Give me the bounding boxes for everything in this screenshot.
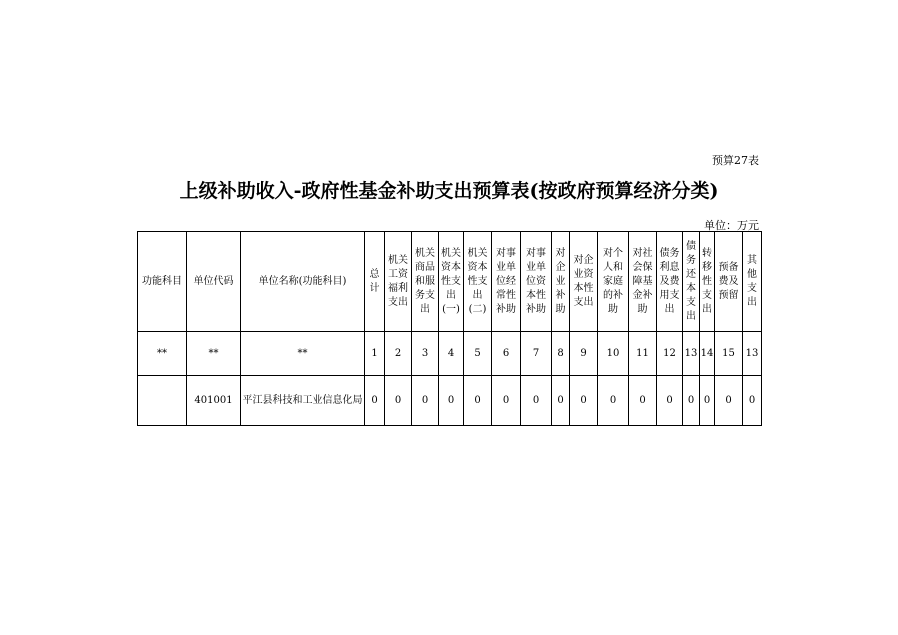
column-header-line: 补助 [526,303,546,315]
column-header-line: 资本 [441,261,461,273]
column-header-line: 补助 [496,303,516,315]
column-header-line: 性 [702,275,712,287]
column-header [138,232,187,332]
index-cell: 14 [700,332,715,376]
column-header [492,232,521,332]
column-header-line: 出 [747,296,757,308]
table-cell: 0 [412,376,439,426]
column-header-line: 出 [664,303,675,315]
column-header-line: 业 [555,275,566,287]
table-cell: 0 [439,376,464,426]
column-header-line: 对事 [526,247,546,259]
column-header-line: 的补 [603,289,623,301]
column-header-line: 债 [686,240,696,252]
column-header-line: 还 [686,268,696,280]
header-row [138,232,762,332]
column-header-line: 总 [369,268,380,280]
column-header [657,232,683,332]
column-header-line: 机关 [415,247,435,259]
index-cell: 10 [598,332,629,376]
column-header-line: 机关 [388,254,408,266]
column-header-line: (二) [468,303,487,315]
column-header [629,232,657,332]
column-header-line: 对企 [573,254,594,266]
column-header-line: 位经 [496,275,516,287]
index-cell: 7 [521,332,552,376]
index-row [138,332,762,376]
column-header [552,232,570,332]
table-cell: 0 [743,376,762,426]
column-header-line: 用支 [659,289,680,301]
index-cell: 8 [552,332,570,376]
column-header-line: 对社 [632,247,653,259]
column-header-line: 单位名称(功能科目) [258,275,347,287]
index-cell: 2 [385,332,412,376]
column-header-line: 费及 [718,275,739,287]
index-cell: 15 [715,332,743,376]
form-number: 预算27表 [712,154,759,167]
column-header-line: 移 [702,261,712,273]
column-header-line: 支 [702,289,712,301]
index-cell: ** [241,332,365,376]
column-header-line: 计 [369,282,380,294]
column-header-line: 机关 [467,247,488,259]
column-header-line: 机关 [441,247,461,259]
column-header-line: 本性 [573,282,594,294]
column-header [187,232,241,332]
column-header-line: 支 [747,282,757,294]
column-header-line: 性支 [467,275,488,287]
column-header [412,232,439,332]
table-cell: 401001 [187,376,241,426]
column-header [570,232,598,332]
index-cell: 1 [365,332,385,376]
index-cell: ** [138,332,187,376]
column-header [521,232,552,332]
column-header-line: 业资 [573,268,594,280]
page-title: 上级补助收入-政府性基金补助支出预算表(按政府预算经济分类) [179,180,719,202]
column-header-line: 助 [637,303,648,315]
column-header-line: 障基 [632,275,653,287]
column-header-line: 预留 [718,289,739,301]
column-header-line: 会保 [632,261,653,273]
column-header-line: 预备 [718,261,739,273]
table-cell: 0 [521,376,552,426]
column-header [743,232,762,332]
column-header-line: 工资 [388,268,408,280]
table-row [138,376,762,426]
table-cell: 0 [683,376,700,426]
column-header-line: 利息 [659,261,680,273]
table-cell [138,376,187,426]
index-cell: 9 [570,332,598,376]
column-header-line: 对 [555,247,566,259]
column-header-line: 他 [747,268,757,280]
column-header-line: 务 [686,254,696,266]
table-cell: 0 [365,376,385,426]
table-body [138,232,762,426]
column-header-line: 常性 [496,289,516,301]
column-header [241,232,365,332]
column-header-line: 支出 [388,296,408,308]
column-header [464,232,492,332]
column-header [598,232,629,332]
column-header-line: 商品 [415,261,435,273]
column-header-line: 资本 [467,261,488,273]
table-cell: 0 [657,376,683,426]
column-header-line: 位资 [526,275,546,287]
column-header-line: 转 [702,247,712,259]
column-header-line: 性支 [441,275,461,287]
column-header-line: 助 [555,303,566,315]
column-header-line: 本 [686,282,696,294]
column-header-line: 和服 [415,275,435,287]
column-header [683,232,700,332]
budget-table [137,231,762,426]
index-cell: 5 [464,332,492,376]
column-header-line: 功能科目 [142,275,182,287]
column-header-line: 债务 [659,247,680,259]
index-cell: 6 [492,332,521,376]
table-cell: 0 [570,376,598,426]
column-header-line: 出 [420,303,430,315]
column-header-line: 助 [608,303,618,315]
index-cell: 4 [439,332,464,376]
index-cell: 12 [657,332,683,376]
column-header-line: 支 [686,296,696,308]
column-header-line: 补 [555,289,566,301]
column-header-line: 及费 [659,275,680,287]
index-cell: 3 [412,332,439,376]
column-header [385,232,412,332]
column-header-line: 单位代码 [193,275,234,287]
column-header-line: 业单 [496,261,516,273]
column-header-line: 家庭 [603,275,623,287]
index-cell: 11 [629,332,657,376]
index-cell: 13 [683,332,700,376]
column-header-line: 出 [702,303,712,315]
column-header-line: 对事 [496,247,516,259]
column-header [439,232,464,332]
table-cell: 0 [700,376,715,426]
column-header [700,232,715,332]
column-header-line: 金补 [632,289,653,301]
column-header-line: 企 [555,261,566,273]
column-header-line: 出 [446,289,456,301]
column-header-line: 出 [472,289,483,301]
table-cell: 0 [629,376,657,426]
table-cell: 0 [552,376,570,426]
column-header [365,232,385,332]
column-header-line: (一) [442,303,460,315]
unit-label: 单位：万元 [704,219,759,232]
column-header-line: 本性 [526,289,546,301]
column-header-line: 其 [747,254,757,266]
column-header-line: 福利 [388,282,408,294]
column-header-line: 业单 [526,261,546,273]
table-cell: 0 [598,376,629,426]
table-cell: 0 [464,376,492,426]
unit-name-cell: 平江县科技和工业信息化局 [241,376,365,426]
table-cell: 0 [715,376,743,426]
column-header [715,232,743,332]
column-header-line: 对个 [603,247,623,259]
column-header-line: 务支 [415,289,435,301]
index-cell: 13 [743,332,762,376]
column-header-line: 支出 [573,296,594,308]
table-cell: 0 [385,376,412,426]
index-cell: ** [187,332,241,376]
column-header-line: 出 [686,310,696,322]
table-cell: 0 [492,376,521,426]
column-header-line: 人和 [603,261,623,273]
